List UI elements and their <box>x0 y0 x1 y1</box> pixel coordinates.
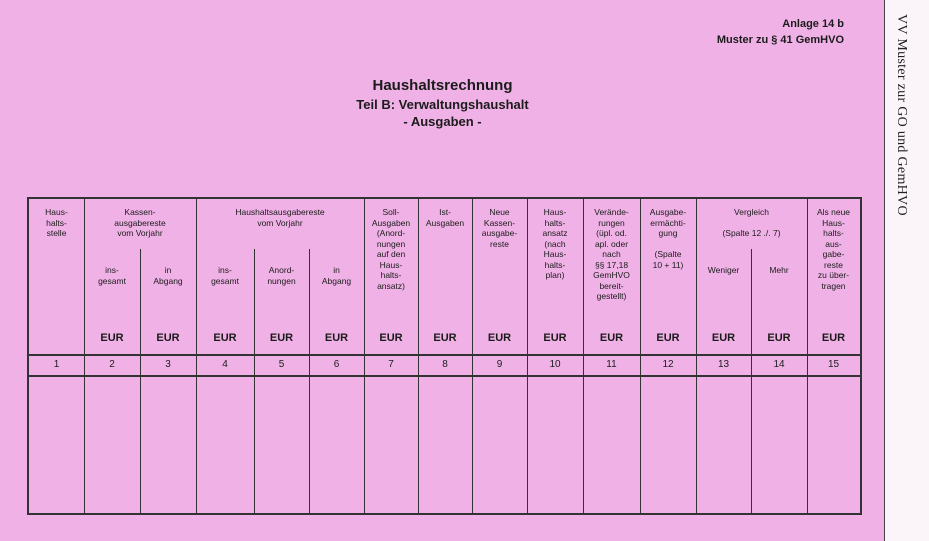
column-number: 14 <box>773 359 785 370</box>
column-header-2: ins- gesamt <box>98 265 126 286</box>
data-entry-cell[interactable] <box>196 377 254 513</box>
column-number: 11 <box>606 359 617 370</box>
muster-label: Muster zu § 41 GemHVO <box>716 34 844 46</box>
column-header-6: in Abgang <box>321 265 352 286</box>
column-header-5: Anord- nungen <box>267 265 296 286</box>
currency-label: EUR <box>821 332 846 344</box>
currency-label: EUR <box>599 332 624 344</box>
currency-label: EUR <box>711 332 736 344</box>
column-number: 13 <box>717 359 730 370</box>
column-header-9: Neue Kassen- ausgabe- reste <box>481 207 518 249</box>
data-entry-cell[interactable] <box>364 377 418 513</box>
column-header-10: Haus- halts- ansatz (nach Haus- halts- plan) <box>542 207 568 280</box>
column-header-13: Weniger <box>707 265 740 275</box>
data-entry-cell[interactable] <box>527 377 583 513</box>
group-header-kassenausgabereste: Kassen- ausgabereste vom Vorjahr <box>114 207 166 238</box>
column-number: 9 <box>496 359 503 370</box>
currency-label: EUR <box>433 332 457 344</box>
sidebar-title: VV Muster zur GO und GemHVO <box>894 14 909 216</box>
data-entry-cell[interactable] <box>472 377 527 513</box>
data-entry-cell[interactable] <box>140 377 196 513</box>
document-reference <box>717 16 844 48</box>
data-entry-cell[interactable] <box>807 377 860 513</box>
currency-label: EUR <box>269 332 294 344</box>
data-entry-cell[interactable] <box>583 377 640 513</box>
column-header-3: in Abgang <box>153 265 183 286</box>
currency-label: EUR <box>379 332 403 344</box>
column-header-8: Ist- Ausgaben <box>425 207 465 228</box>
page-title: Haushaltsrechnung <box>372 77 513 94</box>
data-entry-cell[interactable] <box>84 377 140 513</box>
currency-label: EUR <box>100 332 124 344</box>
form-table <box>27 197 862 515</box>
currency-label: EUR <box>487 332 512 344</box>
header-divider <box>29 354 860 356</box>
column-number: 7 <box>388 359 394 370</box>
column-header-7: Soll- Ausgaben (Anord- nungen auf den Haus- halts- ansatz) <box>371 207 411 291</box>
column-header-15: Als neue Haus- halts- aus- gabe- reste zu über- tragen <box>816 207 851 291</box>
column-number: 5 <box>278 359 285 370</box>
page-subtitle: Teil B: Verwaltungshaushalt <box>356 97 529 112</box>
currency-label: EUR <box>656 332 680 344</box>
column-number: 4 <box>222 359 228 370</box>
data-entry-cell[interactable] <box>254 377 309 513</box>
data-entry-cell[interactable] <box>696 377 751 513</box>
data-entry-cell[interactable] <box>640 377 696 513</box>
column-number: 8 <box>442 359 448 370</box>
column-number: 10 <box>549 359 561 370</box>
currency-label: EUR <box>324 332 349 344</box>
column-number: 12 <box>662 359 674 370</box>
column-number: 1 <box>53 359 60 370</box>
page-section: - Ausgaben - <box>403 114 482 129</box>
column-number: 15 <box>827 359 840 370</box>
column-header-11: Verände- rungen (üpl. od. apl. oder nach §§ 17,18 GemHVO bereit- gestellt) <box>593 207 630 301</box>
column-header-12: Ausgabe- ermächti- gung (Spalte 10 + 11) <box>649 207 687 270</box>
column-header-4: ins- gesamt <box>211 265 239 286</box>
currency-label: EUR <box>156 332 180 344</box>
data-entry-cell[interactable] <box>418 377 472 513</box>
anlage-label: Anlage 14 b <box>782 18 844 30</box>
group-header-haushaltsausgabereste: Haushaltsausgabereste vom Vorjahr <box>235 207 325 228</box>
column-number: 2 <box>109 359 115 370</box>
group-header-vergleich: Vergleich (Spalte 12 ./. 7) <box>722 207 781 238</box>
column-header-14: Mehr <box>769 265 789 275</box>
column-number: 3 <box>165 359 171 370</box>
currency-label: EUR <box>213 332 237 344</box>
currency-label: EUR <box>767 332 791 344</box>
column-number: 6 <box>333 359 340 370</box>
data-entry-cell[interactable] <box>29 377 84 513</box>
data-entry-cell[interactable] <box>751 377 807 513</box>
data-entry-cell[interactable] <box>309 377 364 513</box>
title-block <box>270 77 615 129</box>
column-header-1: Haus- halts- stelle <box>45 207 68 238</box>
currency-label: EUR <box>543 332 567 344</box>
